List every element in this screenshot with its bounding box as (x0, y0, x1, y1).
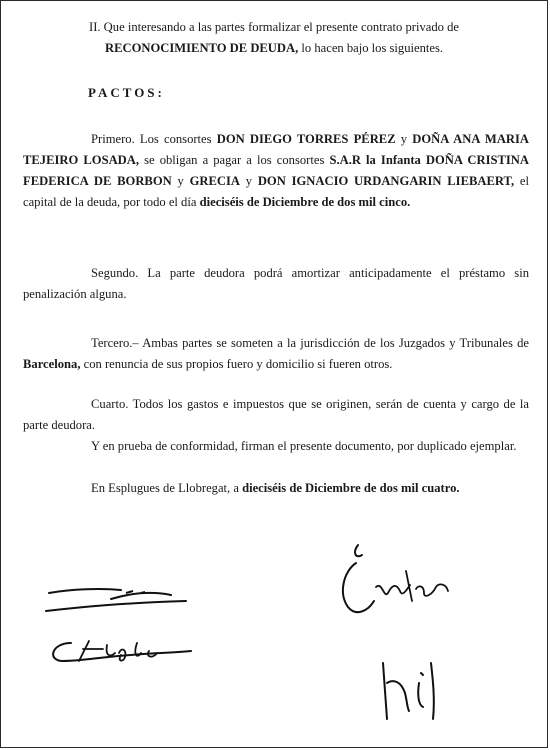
primero-bold-4: GRECIA (189, 174, 240, 188)
tercero-bold-1: Barcelona, (23, 357, 81, 371)
tercero-text-2: con renuncia de sus propios fuero y domicilio si fueren otros. (80, 357, 393, 371)
primero-text-6: el capital de la deuda, por todo el día (23, 174, 530, 209)
clause-cuarto: Cuarto. Todos los gastos e impuestos que se originen, serán de cuenta y cargo de la parte deudora. (23, 397, 529, 432)
primero-text-1: Primero. Los consortes (91, 132, 217, 146)
place-date-text: En Esplugues de Llobregat, a (91, 481, 243, 495)
primero-text-3: se obligan a pagar a los consortes (139, 153, 330, 167)
signature-left-upper (41, 579, 191, 619)
clause-ii-bold: RECONOCIMIENTO DE DEUDA, (105, 41, 299, 55)
pactos-heading: PACTOS: (88, 85, 165, 100)
signature-right-lower (371, 653, 451, 728)
clause-tercero (23, 333, 529, 375)
primero-bold-6: dieciséis de Diciembre de dos mil cinco. (199, 195, 411, 209)
clause-conformidad: Y en prueba de conformidad, firman el presente documento, por duplicado ejemplar. (91, 439, 517, 453)
primero-bold-2: DOÑA ANA MARIA TEJEIRO LOSADA, (23, 132, 530, 167)
primero-text-4: y (171, 174, 190, 188)
clause-segundo: Segundo. La parte deudora podrá amortizar anticipadamente el préstamo sin penalización alguna. (23, 266, 529, 301)
signature-left-lower (41, 631, 201, 671)
place-and-date (23, 478, 529, 499)
tercero-text-1: Tercero.– Ambas partes se someten a la jurisdicción de los Juzgados y Tribunales de (91, 336, 529, 350)
primero-bold-3: S.A.R la Infanta DOÑA CRISTINA FEDERICA DE BORBON (23, 153, 529, 188)
primero-bold-5: DON IGNACIO URDANGARIN LIEBAERT, (257, 174, 515, 188)
clause-ii-line2-rest: lo hacen bajo los siguientes. (298, 41, 444, 55)
clause-ii-line1: II. Que interesando a las partes formalizar el presente contrato privado de (89, 20, 459, 34)
primero-text-5: y (239, 174, 258, 188)
primero-bold-1: DON DIEGO TORRES PÉREZ (216, 132, 396, 146)
clause-primero (23, 129, 529, 213)
place-date-bold: dieciséis de Diciembre de dos mil cuatro. (242, 481, 460, 495)
clause-ii (23, 17, 529, 59)
primero-text-2: y (395, 132, 413, 146)
signature-right-upper (326, 541, 466, 636)
clause-ii-line2 (23, 38, 529, 59)
